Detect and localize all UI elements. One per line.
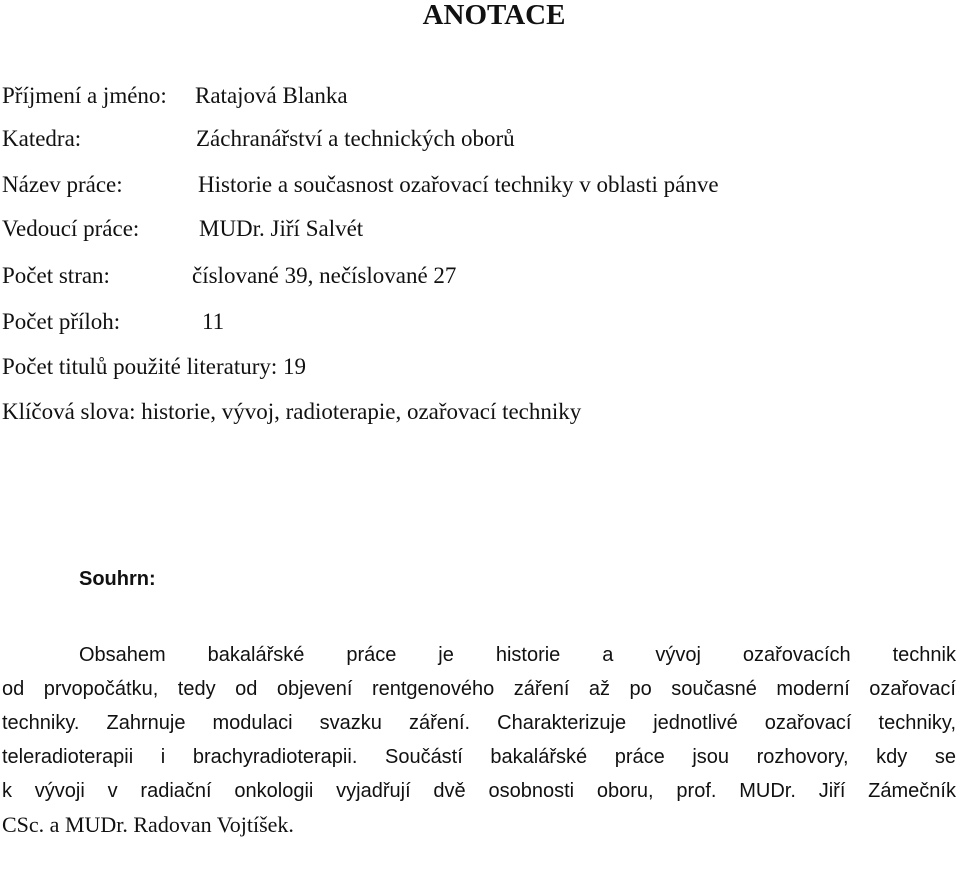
summary-line: Obsahem bakalářské práce je historie a vývoj ozařovacích technik	[79, 644, 956, 666]
meta-label: Počet stran:	[2, 263, 110, 288]
meta-label: Vedoucí práce:	[2, 216, 140, 241]
meta-label: Klíčová slova:	[2, 399, 136, 424]
meta-value: MUDr. Jiří Salvét	[199, 216, 364, 241]
meta-thesis-title	[2, 171, 719, 199]
summary-line: CSc. a MUDr. Radovan Vojtíšek.	[2, 812, 294, 837]
meta-supervisor	[2, 215, 363, 243]
meta-value: Historie a současnost ozařovací techniky v oblasti pánve	[198, 172, 719, 197]
meta-label: Příjmení a jméno:	[2, 83, 167, 108]
meta-value: 19	[283, 354, 307, 379]
meta-label: Katedra:	[2, 126, 82, 151]
summary-line: techniky. Zahrnuje modulaci svazku záření. Charakterizuje jednotlivé ozařovací techniky,	[2, 712, 956, 734]
summary-heading: Souhrn:	[79, 568, 156, 590]
meta-value: číslované 39, nečíslované 27	[192, 263, 457, 288]
meta-keywords	[2, 398, 581, 426]
meta-department	[2, 125, 515, 153]
summary-line: teleradioterapii i brachyradioterapii. Součástí bakalářské práce jsou rozhovory, kdy se	[2, 746, 956, 768]
meta-author	[2, 82, 348, 110]
meta-value: 11	[202, 309, 225, 334]
summary-line: od prvopočátku, tedy od objevení rentgenového záření až po současné moderní ozařovací	[2, 678, 956, 700]
summary-paragraph	[2, 638, 956, 842]
meta-label: Počet titulů použité literatury:	[2, 354, 278, 379]
meta-label: Název práce:	[2, 172, 123, 197]
meta-attachments	[2, 308, 224, 336]
document-title: ANOTACE	[422, 0, 566, 31]
meta-page-count	[2, 262, 456, 290]
meta-value: Záchranářství a technických oborů	[196, 126, 515, 151]
meta-label: Počet příloh:	[2, 309, 121, 334]
meta-literature-count	[2, 353, 306, 381]
summary-line: k vývoji v radiační onkologii vyjadřují dvě osobnosti oboru, prof. MUDr. Jiří Zámečník	[2, 780, 956, 802]
meta-value: Ratajová Blanka	[195, 83, 348, 108]
meta-value: historie, vývoj, radioterapie, ozařovací techniky	[141, 399, 582, 424]
